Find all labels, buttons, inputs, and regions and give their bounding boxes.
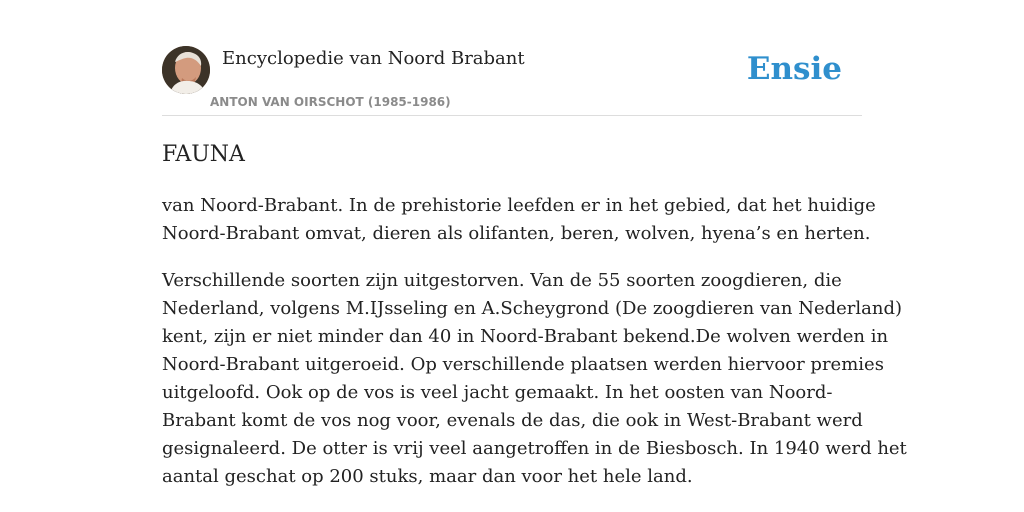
page-title: FAUNA xyxy=(162,142,245,167)
paragraph-line: Verschillende soorten zijn uitgestorven. Van de 55 soorten zoogdieren, die xyxy=(162,270,842,291)
author-portrait-icon xyxy=(162,46,210,94)
article-paragraph xyxy=(162,267,907,491)
ensie-logo[interactable]: Ensie xyxy=(746,51,842,87)
paragraph-line: aantal geschat op 200 stuks, maar dan voor het hele land. xyxy=(162,466,693,487)
paragraph-line: uitgeloofd. Ook op de vos is veel jacht gemaakt. In het oosten van Noord- xyxy=(162,382,833,403)
article-header xyxy=(162,46,862,116)
paragraph-line: Noord-Brabant omvat, dieren als olifanten, beren, wolven, hyena’s en herten. xyxy=(162,223,871,244)
article-paragraph xyxy=(162,192,876,248)
author-avatar[interactable] xyxy=(162,46,210,94)
paragraph-line: Brabant komt de vos nog voor, evenals de das, die ook in West-Brabant werd xyxy=(162,410,863,431)
author-name[interactable]: ANTON VAN OIRSCHOT (1985-1986) xyxy=(210,95,451,109)
book-title[interactable]: Encyclopedie van Noord Brabant xyxy=(222,48,525,69)
paragraph-line: Noord-Brabant uitgeroeid. Op verschillende plaatsen werden hiervoor premies xyxy=(162,354,884,375)
paragraph-line: van Noord-Brabant. In de prehistorie leefden er in het gebied, dat het huidige xyxy=(162,195,876,216)
paragraph-line: kent, zijn er niet minder dan 40 in Noord-Brabant bekend.De wolven werden in xyxy=(162,326,889,347)
paragraph-line: gesignaleerd. De otter is vrij veel aangetroffen in de Biesbosch. In 1940 werd het xyxy=(162,438,907,459)
paragraph-line: Nederland, volgens M.IJsseling en A.Scheygrond (De zoogdieren van Nederland) xyxy=(162,298,903,319)
article-body xyxy=(162,192,907,491)
